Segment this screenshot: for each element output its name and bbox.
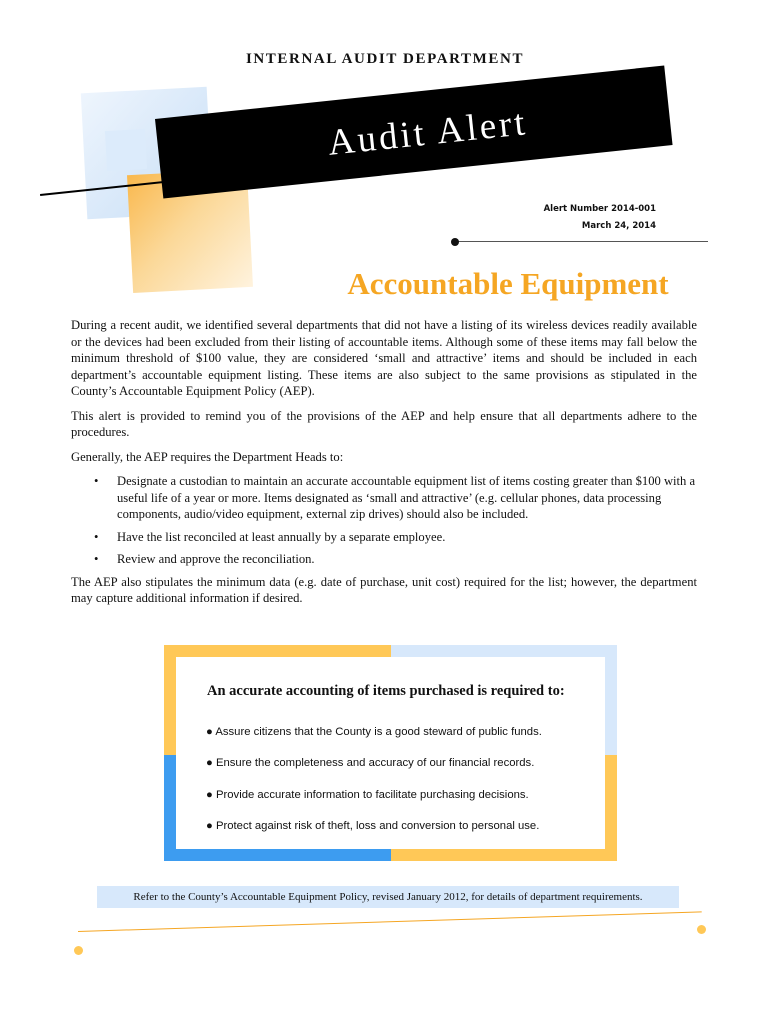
- callout-item: ● Protect against risk of theft, loss and conversion to personal use.: [206, 820, 540, 832]
- intro-paragraph: During a recent audit, we identified several departments that did not have a listing of its wireless devices readily available or the devices had been excluded from their listing of accountable items. Although some of these items may fall below the minimum threshold of $100 value, they are considered ‘small and attractive’ items and should be included in each department’s accountable equipment listing. These items are also subject to the same provisions as stipulated in the County’s Accountable Equipment Policy (AEP).: [71, 318, 697, 398]
- body-text: [71, 317, 697, 615]
- requirements-list: [71, 473, 697, 568]
- page-heading: Accountable Equipment: [347, 266, 669, 301]
- box-border-left-top: [164, 645, 176, 755]
- list-item: • Have the list reconciled at least annually by a separate employee.: [117, 529, 697, 546]
- data-paragraph: The AEP also stipulates the minimum data (e.g. date of purchase, unit cost) required for the list; however, the department may capture additional information if desired.: [71, 574, 697, 605]
- callout-item: ● Assure citizens that the County is a good steward of public funds.: [206, 726, 542, 738]
- box-border-bottom-right: [391, 849, 617, 861]
- box-border-top-left: [164, 645, 391, 657]
- footer-divider: [78, 911, 702, 932]
- box-border-right-top: [605, 645, 617, 755]
- footer-dot-left: [74, 946, 83, 955]
- box-border-top-right: [391, 645, 617, 657]
- requirements-intro: Generally, the AEP requires the Department Heads to:: [71, 449, 344, 464]
- box-border-bottom-left: [164, 849, 391, 861]
- callout-title: An accurate accounting of items purchased is required to:: [207, 683, 565, 699]
- department-name: INTERNAL AUDIT DEPARTMENT: [245, 51, 525, 67]
- box-border-right-bottom: [605, 755, 617, 861]
- list-item: • Designate a custodian to maintain an accurate accountable equipment list of items costing greater than $100 with a useful life of a year or more. Items designated as ‘small and attractive’ (e.g. cellular phones, data processing components, audio/video equipment, external zip drives) should also be included.: [117, 473, 697, 523]
- purpose-paragraph: This alert is provided to remind you of the provisions of the AEP and help ensure that all departments adhere to the procedures.: [71, 408, 697, 439]
- list-item: • Review and approve the reconciliation.: [117, 551, 697, 568]
- box-border-left-bottom: [164, 755, 176, 861]
- callout-item: ● Ensure the completeness and accuracy of our financial records.: [206, 757, 535, 769]
- header-divider: [456, 241, 708, 242]
- document-title: Audit Alert: [325, 102, 530, 164]
- callout-item: ● Provide accurate information to facilitate purchasing decisions.: [206, 789, 529, 801]
- divider-dot: [451, 238, 459, 246]
- footer-dot-right: [697, 925, 706, 934]
- decorative-small-blue-square: [105, 129, 147, 171]
- policy-reference: Refer to the County’s Accountable Equipment Policy, revised January 2012, for details of department requirements.: [97, 886, 679, 908]
- alert-number: Alert Number 2014-001: [543, 204, 656, 214]
- alert-date: March 24, 2014: [581, 221, 656, 231]
